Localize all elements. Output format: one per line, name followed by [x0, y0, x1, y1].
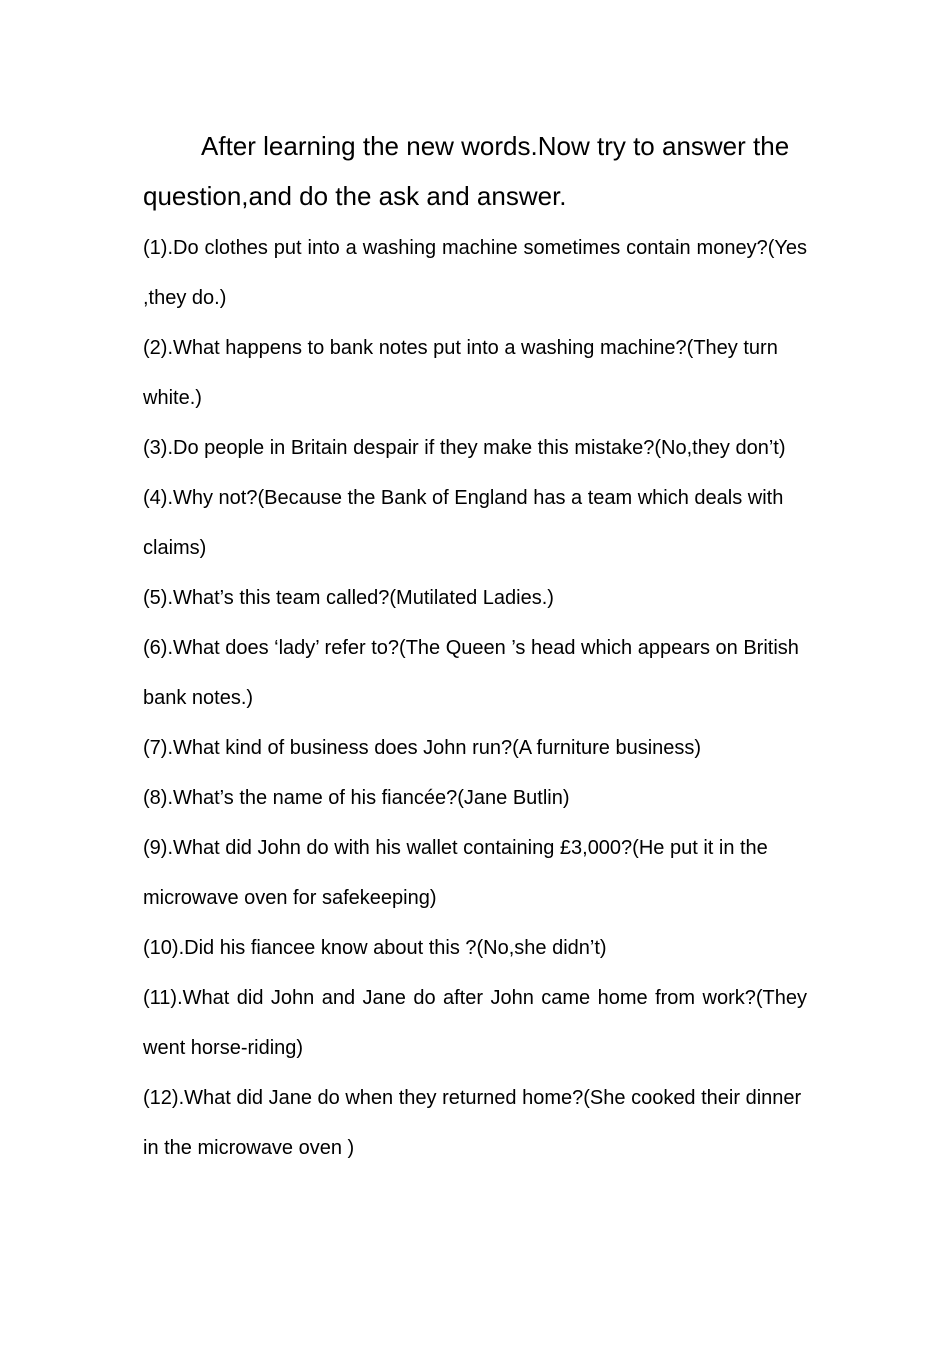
question-item: (7).What kind of business does John run?(A furniture business) — [143, 737, 702, 759]
question-item: (12).What did Jane do when they returned home?(She cooked their dinner in the microwave oven ) — [143, 1087, 802, 1159]
question-item: (5).What’s this team called?(Mutilated Ladies.) — [143, 587, 554, 609]
question-item: (1).Do clothes put into a washing machine sometimes contain money?(Yes ,they do.) — [143, 237, 807, 309]
question-item: (10).Did his fiancee know about this ?(No,she didn’t) — [143, 937, 607, 959]
question-list — [143, 223, 807, 1173]
question-item: (6).What does ‘lady’ refer to?(The Queen ’s head which appears on British bank notes.) — [143, 637, 799, 709]
intro-paragraph: After learning the new words.Now try to answer the question,and do the ask and answer. — [143, 131, 790, 211]
question-item: (4).Why not?(Because the Bank of England has a team which deals with claims) — [143, 487, 784, 559]
question-item: (2).What happens to bank notes put into a washing machine?(They turn white.) — [143, 337, 778, 409]
question-item: (8).What’s the name of his fiancée?(Jane Butlin) — [143, 787, 570, 809]
question-item: (3).Do people in Britain despair if they make this mistake?(No,they don’t) — [143, 437, 786, 459]
question-item: (9).What did John do with his wallet containing £3,000?(He put it in the microwave oven for safekeeping) — [143, 837, 768, 909]
question-item: (11).What did John and Jane do after John came home from work?(They went horse-riding) — [143, 987, 807, 1059]
